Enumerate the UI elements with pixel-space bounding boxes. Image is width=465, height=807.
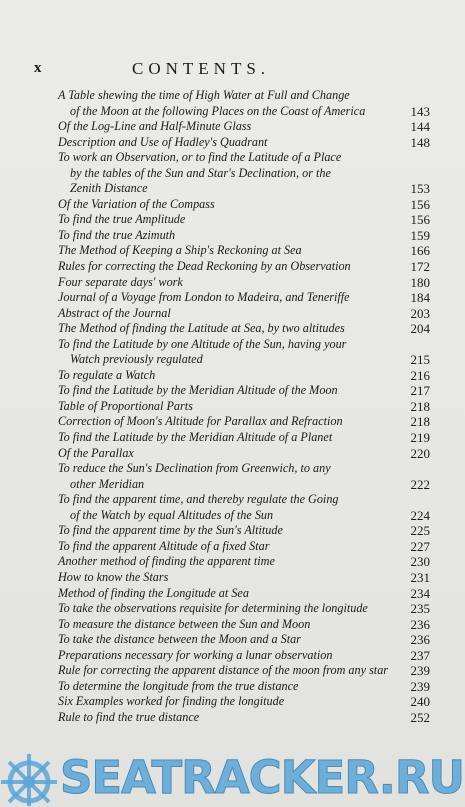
toc-entry: [58, 243, 430, 259]
page-number: x: [34, 60, 42, 76]
toc-entry-title: To take the distance between the Moon and a Star: [58, 632, 301, 647]
toc-page-number: 172: [410, 259, 430, 275]
toc-entry-title: by the tables of the Sun and Star's Declination, or the: [70, 165, 331, 180]
toc-entry-title: To find the Latitude by the Meridian Altitude of a Planet: [58, 430, 333, 445]
toc-page-number: 225: [410, 523, 430, 539]
toc-page-number: 252: [410, 709, 430, 725]
toc-page-number: 215: [410, 352, 430, 368]
toc-entry-title: Watch previously regulated: [70, 352, 203, 367]
toc-entry: [58, 197, 430, 213]
toc-page-number: 239: [410, 663, 430, 679]
toc-page-number: 156: [410, 196, 430, 212]
toc-page-number: 224: [410, 507, 430, 523]
toc-page-number: 230: [410, 554, 430, 570]
toc-entry-title: Journal of a Voyage from London to Madeira, and Teneriffe: [58, 290, 350, 305]
page-title: CONTENTS.: [132, 59, 271, 78]
toc-entry: [58, 570, 430, 586]
toc-entry: [58, 337, 430, 368]
toc-entry-title: To find the apparent time by the Sun's Altitude: [58, 523, 283, 538]
toc-entry-title: To find the true Azimuth: [58, 227, 176, 242]
toc-entry: [58, 601, 430, 617]
toc-entry: [58, 446, 430, 462]
toc-page-number: 236: [410, 616, 430, 632]
toc-entry: [58, 228, 430, 244]
toc-page-number: 220: [410, 445, 430, 461]
toc-page-number: 217: [410, 383, 430, 399]
toc-entry-title: The Method of Keeping a Ship's Reckoning at Sea: [58, 243, 302, 258]
toc-entry-title: To find the Latitude by the Meridian Altitude of the Moon: [58, 383, 338, 398]
watermark-text: SEATRACKER.RU: [60, 751, 465, 804]
toc-entry-title: Abstract of the Journal: [58, 305, 171, 320]
toc-entry: [58, 694, 430, 710]
toc-entry: [58, 586, 430, 602]
toc-entry: [58, 617, 430, 633]
toc-entry-title: Preparations necessary for working a lunar observation: [58, 647, 333, 662]
toc-page-number: 237: [410, 647, 430, 663]
toc-entry-title: of the Moon at the following Places on the Coast of America: [70, 103, 366, 118]
toc-entry: [58, 632, 430, 648]
toc-entry: [58, 290, 430, 306]
toc-page-number: 148: [410, 134, 430, 150]
toc-entry: [58, 212, 430, 228]
toc-page-number: 216: [410, 367, 430, 383]
toc-page-number: 203: [410, 305, 430, 321]
toc-entry: [58, 135, 430, 151]
toc-entry-title: Table of Proportional Parts: [58, 398, 193, 413]
toc-entry-title: To take the observations requisite for determining the longitude: [58, 601, 368, 616]
toc-entry-title: Of the Variation of the Compass: [58, 196, 215, 211]
toc-entry-title: To determine the longitude from the true distance: [58, 678, 299, 693]
toc-entry-title: To find the true Amplitude: [58, 212, 186, 227]
toc-entry: [58, 399, 430, 415]
toc-entry-title: To work an Observation, or to find the Latitude of a Place: [58, 150, 342, 165]
toc-entry: [58, 554, 430, 570]
toc-entry-title: Of the Log-Line and Half-Minute Glass: [58, 119, 252, 134]
toc-entry: [58, 523, 430, 539]
toc-entry-title: How to know the Stars: [58, 569, 169, 584]
toc-entry-title: To reduce the Sun's Declination from Greenwich, to any: [58, 461, 331, 476]
toc-entry-title: To find the apparent time, and thereby regulate the Going: [58, 492, 339, 507]
toc-entry: [58, 150, 430, 197]
toc-page-number: 156: [410, 212, 430, 228]
toc-entry-title: Another method of finding the apparent time: [58, 554, 275, 569]
page-header: [22, 60, 442, 82]
toc-page-number: 240: [410, 694, 430, 710]
toc-entry-title: Rule for correcting the apparent distance of the moon from any star: [58, 663, 389, 678]
toc-entry: [58, 710, 430, 726]
toc-entry-title: Six Examples worked for finding the longitude: [58, 694, 285, 709]
toc-page-number: 180: [410, 274, 430, 290]
toc-page-number: 227: [410, 538, 430, 554]
toc-page-number: 204: [410, 321, 430, 337]
table-of-contents: [58, 88, 430, 725]
toc-entry-title: Correction of Moon's Altitude for Parallax and Refraction: [58, 414, 343, 429]
ship-wheel-icon: [0, 750, 58, 807]
toc-entry: [58, 679, 430, 695]
toc-page-number: 235: [410, 601, 430, 617]
toc-entry-title: Method of finding the Longitude at Sea: [58, 585, 249, 600]
toc-entry: [58, 461, 430, 492]
toc-entry: [58, 119, 430, 135]
toc-page-number: 153: [410, 181, 430, 197]
toc-entry-title: other Meridian: [70, 476, 145, 491]
toc-entry: [58, 492, 430, 523]
toc-page-number: 219: [410, 430, 430, 446]
toc-page-number: 234: [410, 585, 430, 601]
toc-page-number: 222: [410, 476, 430, 492]
toc-entry: [58, 275, 430, 291]
toc-entry-title: Zenith Distance: [70, 181, 148, 196]
toc-entry-title: To regulate a Watch: [58, 367, 156, 382]
toc-entry-title: Description and Use of Hadley's Quadrant: [58, 134, 268, 149]
toc-entry: [58, 648, 430, 664]
toc-entry: [58, 368, 430, 384]
toc-entry-title: Rule to find the true distance: [58, 709, 200, 724]
toc-page-number: 236: [410, 632, 430, 648]
toc-page-number: 231: [410, 569, 430, 585]
toc-entry: [58, 321, 430, 337]
toc-entry-title: of the Watch by equal Altitudes of the Sun: [70, 507, 274, 522]
toc-entry: [58, 539, 430, 555]
toc-entry: [58, 430, 430, 446]
toc-entry-title: A Table shewing the time of High Water at Full and Change: [58, 88, 350, 102]
toc-page-number: 218: [410, 414, 430, 430]
toc-page-number: 218: [410, 398, 430, 414]
toc-page-number: 184: [410, 290, 430, 306]
toc-entry: [58, 88, 430, 119]
toc-entry-title: To find the Latitude by one Altitude of the Sun, having your: [58, 336, 347, 351]
toc-entry-title: Rules for correcting the Dead Reckoning by an Observation: [58, 259, 351, 274]
toc-page-number: 159: [410, 227, 430, 243]
toc-entry-title: To measure the distance between the Sun and Moon: [58, 616, 311, 631]
toc-entry-title: Of the Parallax: [58, 445, 134, 460]
toc-page-number: 143: [410, 103, 430, 119]
toc-page-number: 166: [410, 243, 430, 259]
toc-page-number: 239: [410, 678, 430, 694]
toc-entry: [58, 259, 430, 275]
toc-entry: [58, 414, 430, 430]
toc-entry-title: To find the apparent Altitude of a fixed Star: [58, 538, 270, 553]
toc-entry: [58, 663, 430, 679]
toc-entry: [58, 306, 430, 322]
toc-entry-title: Four separate days' work: [58, 274, 183, 289]
watermark: [0, 750, 465, 807]
toc-page-number: 144: [410, 119, 430, 135]
toc-entry: [58, 383, 430, 399]
toc-entry-title: The Method of finding the Latitude at Sea, by two altitudes: [58, 321, 345, 336]
